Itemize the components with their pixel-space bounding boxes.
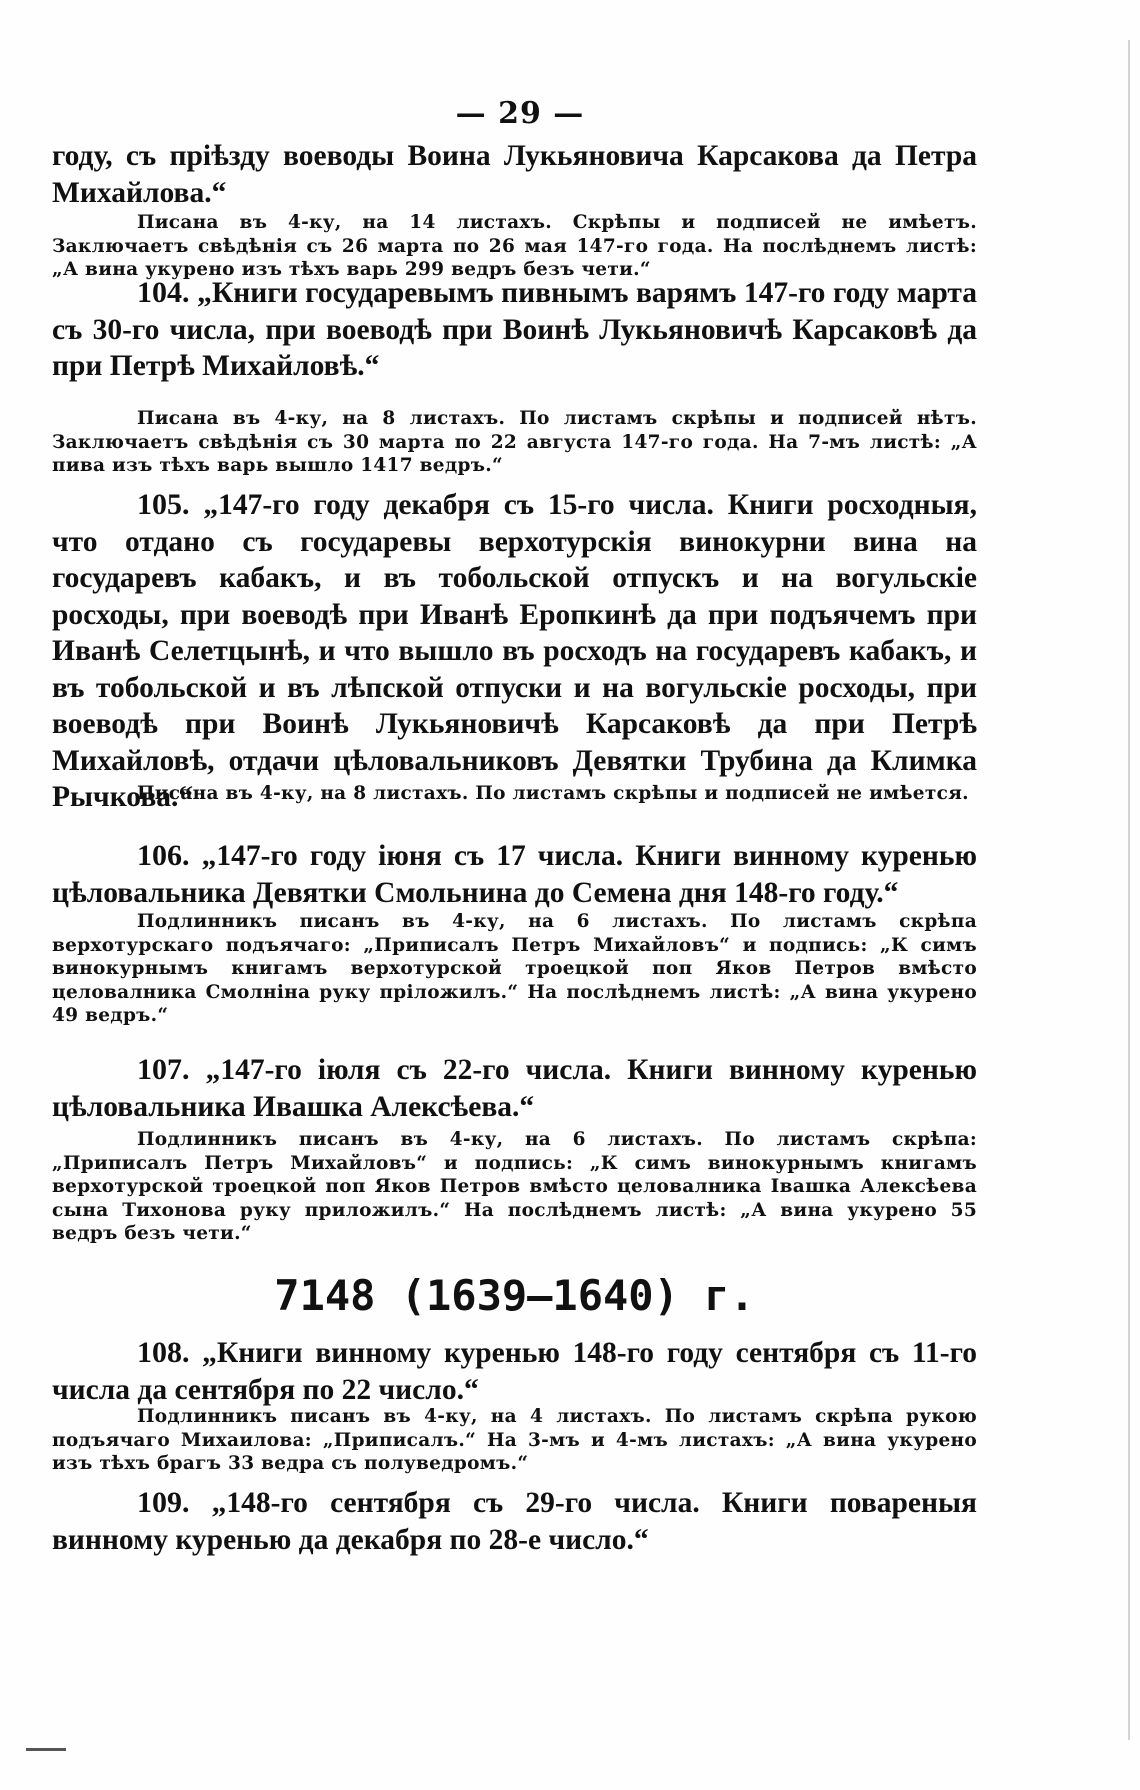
entry-109-number: 109. (137, 1486, 190, 1519)
entry-104-note: Писана въ 4-ку, на 8 листахъ. По листамъ скрѣпы и подписей нѣтъ. Заключаетъ свѣдѣнія съ 30 марта по 22 августа 147-го года. На 7-мъ листѣ: „А пива изъ тѣхъ варь вышло 1417 ведръ.“ (52, 408, 977, 477)
entry-108-note: Подлинникъ писанъ въ 4-ку, на 4 листахъ. По листамъ скрѣпа рукою подъячаго Михаилова: „Приписалъ.“ На 3-мъ и 4-мъ листахъ: „А вина укурено изъ тѣхъ брагъ 33 ведра съ полуведромъ.“ (52, 1406, 977, 1475)
entry-106-title (52, 838, 977, 911)
entry-108-title (52, 1335, 977, 1408)
entry-107-number: 107. (137, 1053, 190, 1086)
entry-104-title (52, 275, 977, 385)
entry-104-text: „Книги государевымъ пивнымъ варямъ 147-го году марта съ 30-го числа, при воеводѣ при Воинѣ Лукьяновичѣ Карсаковѣ да при Петрѣ Михайловѣ.“ (52, 277, 977, 382)
entry-104-number: 104. (137, 276, 190, 309)
entry-108-text: „Книги винному куренью 148-го году сентября съ 11-го числа да сентября по 22 число.“ (52, 1337, 978, 1406)
entry-109-title (52, 1485, 977, 1558)
entry-106-note: Подлинникъ писанъ въ 4-ку, на 6 листахъ. По листамъ скрѣпа верхотурскаго подъячаго: „Приписалъ Петръ Михайловъ“ и подпись: „К симъ винокурнымъ книгамъ верхотурской троецкой поп Яков Петров вмѣсто целовалника Смолніна руку пріложилъ.“ На послѣднемъ листѣ: „А вина укурено 49 ведръ.“ (52, 911, 977, 1027)
entry-105-text: „147-го году декабря съ 15-го числа. Книги росходныя, что отдано съ государевы верхотурскія винокурни вина на государевъ кабакъ, и въ тобольской отпускъ и на вогульскіе росходы, при воеводѣ при Иванѣ Еропкинѣ да при подъячемъ при Иванѣ Селетцынѣ, и что вышло въ росходъ на государевъ кабакъ, и въ тобольской и въ лѣпской отпуски и на вогульскіе росходы, при воеводѣ при Воинѣ Лукьяновичѣ Карсаковѣ да при Петрѣ Михайловѣ, отдачи цѣловальниковъ Девятки Трубина да Климка Рычкова.“ (52, 489, 977, 813)
entry-107-note: Подлинникъ писанъ въ 4-ку, на 6 листахъ. По листамъ скрѣпа: „Приписалъ Петръ Михайловъ“ и подпись: „К симъ винокурнымъ книгамъ верхотурской троецкой поп Яков Петров вмѣсто целовалника Івашка Алексѣева сына Тихонова руку приложилъ.“ На послѣднемъ листѣ: „А вина укурено 55 ведръ безъ чети.“ (52, 1129, 977, 1245)
page-number: — 29 — (455, 96, 585, 131)
entry-107-title (52, 1052, 977, 1125)
entry-106-number: 106. (137, 839, 190, 872)
bottom-margin-mark (26, 1748, 66, 1751)
entry-107-text: „147-го іюля съ 22-го числа. Книги винному куренью цѣловальника Ивашка Алексѣева.“ (52, 1054, 977, 1123)
entry-108-number: 108. (137, 1336, 190, 1369)
right-edge-shadow (1128, 40, 1130, 1740)
continued-entry-note: Писана въ 4-ку, на 14 листахъ. Скрѣпы и подписей не имѣетъ. Заключаетъ свѣдѣнія съ 26 марта по 26 мая 147-го года. На послѣднемъ листѣ: „А вина укурено изъ тѣхъ варь 299 ведръ безъ чети.“ (52, 212, 977, 281)
entry-105-note: Писана въ 4-ку, на 8 листахъ. По листамъ скрѣпы и подписей не имѣется. (137, 783, 969, 804)
section-heading: 7148 (1639—1640) г. (274, 1271, 755, 1320)
entry-106-text: „147-го году іюня съ 17 числа. Книги винному куренью цѣловальника Девятки Смольнина до Семена дня 148-го году.“ (52, 840, 978, 909)
continued-entry-text: году, съ пріѣзду воеводы Воина Лукьяновича Карсакова да Петра Михайлова.“ (52, 140, 977, 209)
entry-105-title (52, 487, 977, 816)
entry-105-number: 105. (137, 488, 190, 521)
entry-109-text: „148-го сентября съ 29-го числа. Книги повареныя винному куренью да декабря по 28-е число.“ (52, 1487, 977, 1556)
